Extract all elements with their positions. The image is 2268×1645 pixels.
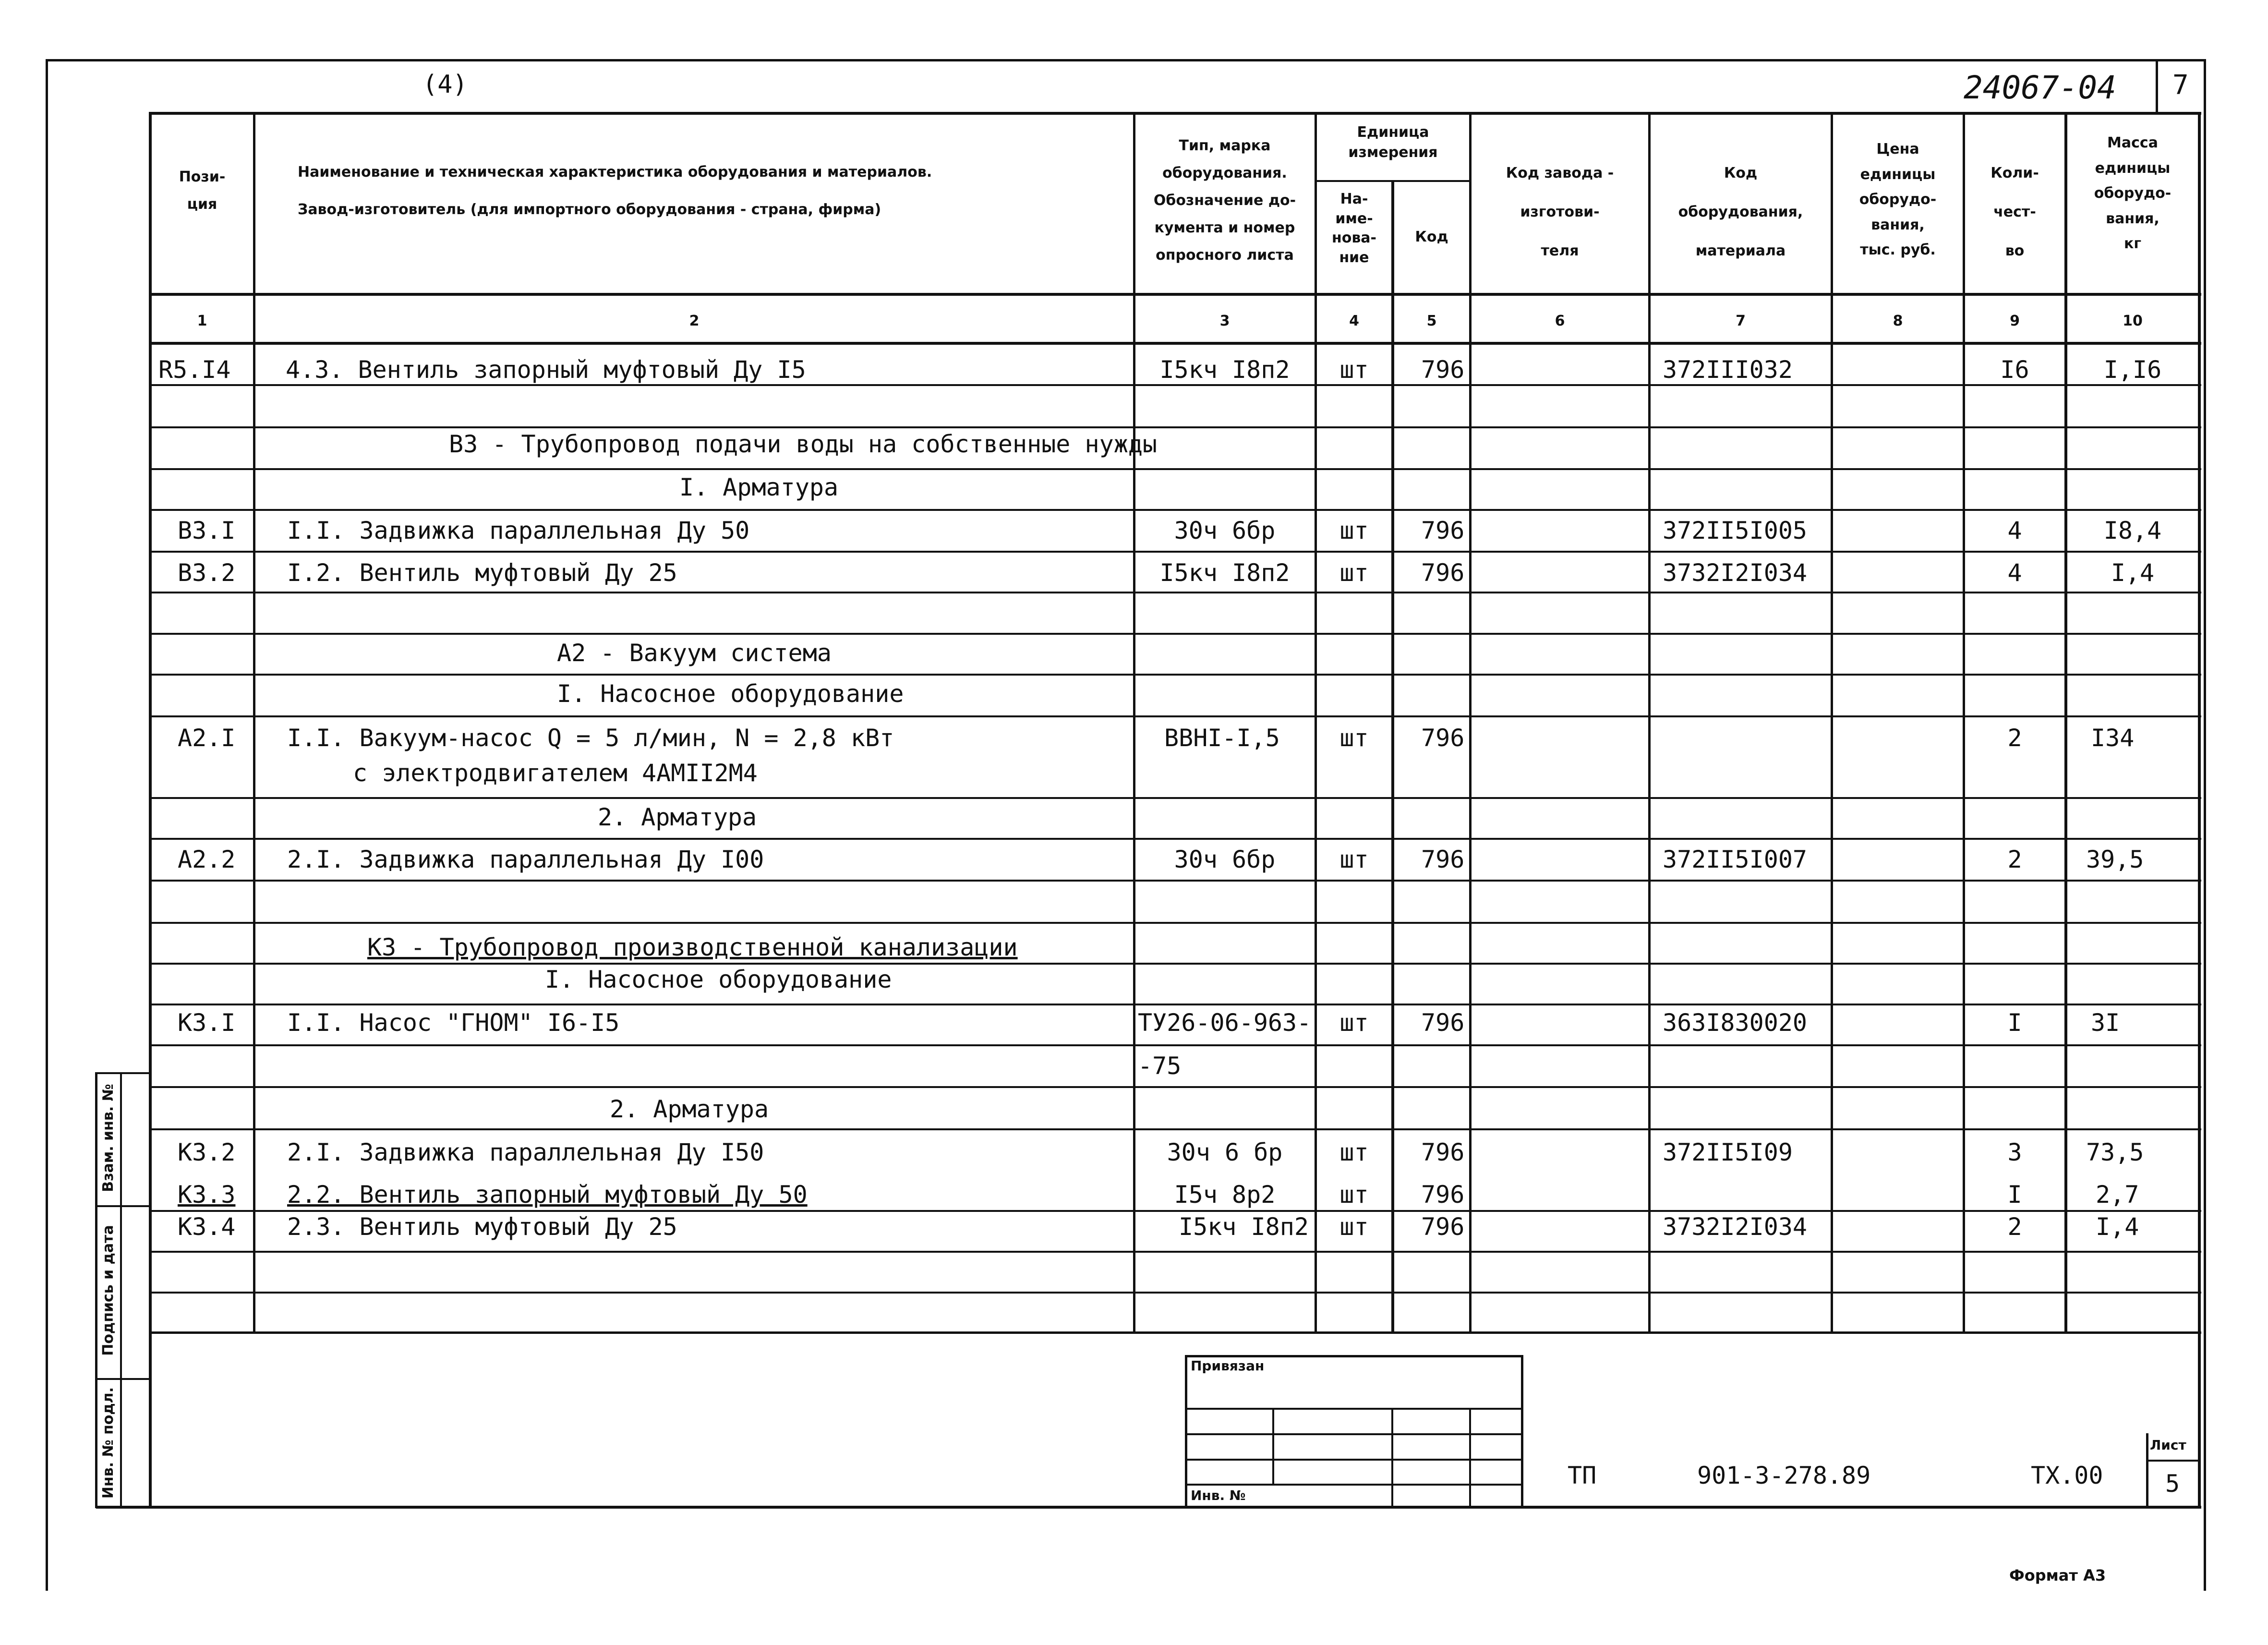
- row-position: А2.I: [178, 724, 236, 752]
- side-stamp-mid: [120, 1072, 122, 1508]
- row-line: [149, 384, 2201, 386]
- side-stamp-podpis: Подпись и дата: [100, 1225, 117, 1356]
- row-mass: 39,5: [2086, 846, 2144, 873]
- row-position: К3.4: [178, 1213, 236, 1241]
- col-header-9: Коли- чест- во: [1991, 165, 2039, 259]
- row-qty: 4: [2007, 517, 2022, 544]
- row-name: 2.2. Вентиль запорный муфтовый Ду 50: [287, 1181, 808, 1209]
- row-unit-code: 796: [1421, 1181, 1465, 1209]
- row-line: [149, 715, 2201, 717]
- section-heading: I. Арматура: [679, 473, 839, 501]
- row-qty: I: [2007, 1009, 2022, 1037]
- row-line: [149, 426, 2201, 428]
- row-mass: I,I6: [2103, 356, 2162, 384]
- colnum-bottom: [149, 342, 2201, 345]
- row-type: I5ч 8р2: [1174, 1181, 1276, 1209]
- row-line: [149, 880, 2201, 882]
- col-header-3: Тип, марка оборудования. Обозначение до- кумента и номер опросного листа: [1153, 137, 1296, 264]
- row-mass: I34: [2091, 724, 2135, 752]
- tb-sheet-div: [2146, 1460, 2199, 1462]
- row-name: 2.3. Вентиль муфтовый Ду 25: [287, 1213, 677, 1241]
- row-type: I5кч I8п2: [1159, 356, 1290, 384]
- row-type: I5кч I8п2: [1159, 559, 1290, 587]
- row-line: [149, 551, 2201, 553]
- row-line: [149, 1086, 2201, 1088]
- col-num-10: 10: [2123, 313, 2143, 329]
- tb-box-h3: [1185, 1459, 1523, 1461]
- row-type: 30ч 6 бр: [1167, 1138, 1283, 1166]
- row-line: [149, 797, 2201, 799]
- tb-box-left: [1185, 1355, 1187, 1509]
- row-mass: I,4: [2096, 1213, 2139, 1241]
- handwritten-doc-number: 24067-04: [1964, 69, 2116, 106]
- col-line-4: [1391, 180, 1394, 1332]
- section-heading: В3 - Трубопровод подачи воды на собственные нужды: [449, 430, 1158, 458]
- tb-series: ТП: [1568, 1462, 1597, 1489]
- col-num-5: 5: [1426, 313, 1437, 329]
- row-line: [149, 633, 2201, 635]
- row-equip-code: 372II5I09: [1663, 1138, 1793, 1166]
- row-qty: 2: [2007, 846, 2022, 873]
- row-unit: шт: [1339, 1009, 1369, 1037]
- col-num-4: 4: [1349, 313, 1359, 329]
- tb-sheet-number: 5: [2165, 1470, 2180, 1498]
- row-mass: 2,7: [2096, 1181, 2139, 1209]
- section-number: (4): [422, 70, 468, 99]
- row-equip-code: 3732I2I034: [1663, 1213, 1808, 1241]
- col-header-7: Код оборудования, материала: [1678, 165, 1803, 259]
- row-equip-code: 3732I2I034: [1663, 559, 1808, 587]
- row-name: I.2. Вентиль муфтовый Ду 25: [287, 559, 677, 587]
- table-right: [2198, 112, 2201, 1508]
- row-qty: 2: [2007, 724, 2022, 752]
- frame-top: [46, 59, 2206, 61]
- row-unit: шт: [1339, 1181, 1369, 1209]
- col-num-1: 1: [197, 313, 207, 329]
- side-stamp-left: [95, 1072, 97, 1508]
- row-line: [149, 1004, 2201, 1005]
- frame-left: [46, 59, 48, 1591]
- col-num-9: 9: [2010, 313, 2020, 329]
- tb-sheet-label: Лист: [2150, 1437, 2186, 1453]
- tb-box-h4: [1185, 1484, 1523, 1486]
- row-qty: I6: [2000, 356, 2029, 384]
- table-top: [149, 112, 2201, 115]
- row-line: [149, 1128, 2201, 1130]
- corner-divider: [2156, 61, 2158, 114]
- section-heading: К3 - Трубопровод производственной канализации: [367, 933, 1018, 961]
- tb-box-top: [1185, 1355, 1523, 1357]
- row-unit: шт: [1339, 559, 1369, 587]
- row-unit: шт: [1339, 517, 1369, 544]
- col-header-6: Код завода - изготови- теля: [1506, 165, 1614, 259]
- row-line: [149, 1210, 2201, 1212]
- tb-section: ТХ.00: [2031, 1462, 2103, 1489]
- section-heading: 2. Арматура: [610, 1095, 769, 1123]
- row-position: R5.I4: [158, 356, 231, 384]
- col-header-10: Масса единицы оборудо- вания, кг: [2094, 134, 2171, 252]
- row-type: ВВНI-I,5: [1164, 724, 1280, 752]
- col-header-8: Цена единицы оборудо- вания, тыс. руб.: [1859, 141, 1937, 258]
- row-mass: 3I: [2091, 1009, 2120, 1037]
- row-equip-code: 372II5I007: [1663, 846, 1808, 873]
- row-qty: 3: [2007, 1138, 2022, 1166]
- table-bottom: [96, 1506, 2201, 1509]
- row-name: I.I. Вакуум-насос Q = 5 л/мин, N = 2,8 кВт: [287, 724, 894, 752]
- tb-box-v3: [1469, 1408, 1471, 1509]
- row-mass: I,4: [2111, 559, 2155, 587]
- tb-privyazan: Привязан: [1191, 1358, 1265, 1374]
- row-type: ТУ26-06-963-: [1138, 1009, 1312, 1037]
- tb-box-v1: [1272, 1408, 1274, 1484]
- row-unit-code: 796: [1421, 356, 1465, 384]
- tb-box-right: [1521, 1355, 1523, 1509]
- row-equip-code: 372II5I005: [1663, 517, 1808, 544]
- row-qty: 4: [2007, 559, 2022, 587]
- tb-box-h1: [1185, 1408, 1523, 1410]
- row-qty: I: [2007, 1181, 2022, 1209]
- row-unit-code: 796: [1421, 1213, 1465, 1241]
- col-header-4: На- име- нова- ние: [1331, 191, 1377, 266]
- row-name: 2.I. Задвижка параллельная Ду I00: [287, 846, 764, 873]
- col-header-5: Код: [1415, 229, 1448, 245]
- row-unit-code: 796: [1421, 1009, 1465, 1037]
- row-unit-code: 796: [1421, 724, 1465, 752]
- row-line: [149, 838, 2201, 840]
- unit-subheader-line: [1315, 180, 1472, 182]
- section-heading: I. Насосное оборудование: [557, 680, 904, 708]
- page-corner-number: 7: [2172, 70, 2189, 101]
- format-label: Формат А3: [2009, 1566, 2106, 1585]
- row-unit-code: 796: [1421, 559, 1465, 587]
- row-position: К3.3: [178, 1181, 236, 1209]
- row-line: [149, 922, 2201, 924]
- col-header-1: Пози- ция: [179, 169, 226, 213]
- col-header-2: Наименование и техническая характеристика оборудования и материалов. Завод-изготовитель (для импортного оборудования - страна, фирма): [298, 164, 932, 218]
- frame-right: [2204, 59, 2206, 1591]
- tb-sheet-left: [2146, 1433, 2148, 1508]
- row-equip-code: 363I830020: [1663, 1009, 1808, 1037]
- row-line: [149, 468, 2201, 470]
- col-num-6: 6: [1555, 313, 1565, 329]
- row-name: I.I. Насос "ГНОМ" I6-I5: [287, 1009, 620, 1037]
- row-mass: 73,5: [2086, 1138, 2144, 1166]
- side-stamp-inv-podl: Инв. № подл.: [100, 1387, 117, 1499]
- row-type: 30ч 6бр: [1174, 846, 1276, 873]
- row-name: 4.3. Вентиль запорный муфтовый Ду I5: [286, 356, 806, 384]
- header-bottom: [149, 293, 2201, 296]
- row-position: К3.I: [178, 1009, 236, 1037]
- row-position: В3.2: [178, 559, 236, 587]
- col-num-8: 8: [1893, 313, 1903, 329]
- row-type: I5кч I8п2: [1179, 1213, 1309, 1241]
- tb-inv-no: Инв. №: [1191, 1488, 1246, 1503]
- tb-doc-code: 901-3-278.89: [1697, 1462, 1871, 1489]
- row-mass: I8,4: [2103, 517, 2162, 544]
- row-name-continuation: с электродвигателем 4АМII2М4: [353, 759, 758, 787]
- tb-box-h2: [1185, 1433, 1523, 1435]
- row-line: [149, 1292, 2201, 1294]
- row-line: [149, 674, 2201, 676]
- row-unit-code: 796: [1421, 846, 1465, 873]
- row-unit: шт: [1339, 724, 1369, 752]
- row-position: А2.2: [178, 846, 236, 873]
- row-name: I.I. Задвижка параллельная Ду 50: [287, 517, 750, 544]
- row-line: [149, 963, 2201, 965]
- row-type-continuation: -75: [1138, 1052, 1182, 1080]
- row-unit-code: 796: [1421, 517, 1465, 544]
- row-unit: шт: [1339, 356, 1369, 384]
- col-num-2: 2: [689, 313, 700, 329]
- row-line: [149, 1044, 2201, 1046]
- row-line: [149, 1251, 2201, 1253]
- row-unit: шт: [1339, 846, 1369, 873]
- section-heading: А2 - Вакуум система: [557, 639, 832, 667]
- tb-box-v2: [1391, 1408, 1393, 1509]
- row-position: В3.I: [178, 517, 236, 544]
- row-line: [149, 592, 2201, 593]
- col-num-3: 3: [1219, 313, 1230, 329]
- side-stamp-vzam: Взам. инв. №: [100, 1084, 117, 1192]
- row-unit: шт: [1339, 1213, 1369, 1241]
- col-num-7: 7: [1736, 313, 1746, 329]
- row-line: [149, 509, 2201, 511]
- row-unit: шт: [1339, 1138, 1369, 1166]
- row-name: 2.I. Задвижка параллельная Ду I50: [287, 1138, 764, 1166]
- row-unit-code: 796: [1421, 1138, 1465, 1166]
- row-line: [149, 1331, 2201, 1334]
- row-position: К3.2: [178, 1138, 236, 1166]
- unit-group-header: Единица измерения: [1348, 124, 1438, 161]
- row-type: 30ч 6бр: [1174, 517, 1276, 544]
- row-equip-code: 372III032: [1663, 356, 1793, 384]
- section-heading: 2. Арматура: [598, 803, 757, 831]
- section-heading: I. Насосное оборудование: [545, 966, 892, 993]
- row-qty: 2: [2007, 1213, 2022, 1241]
